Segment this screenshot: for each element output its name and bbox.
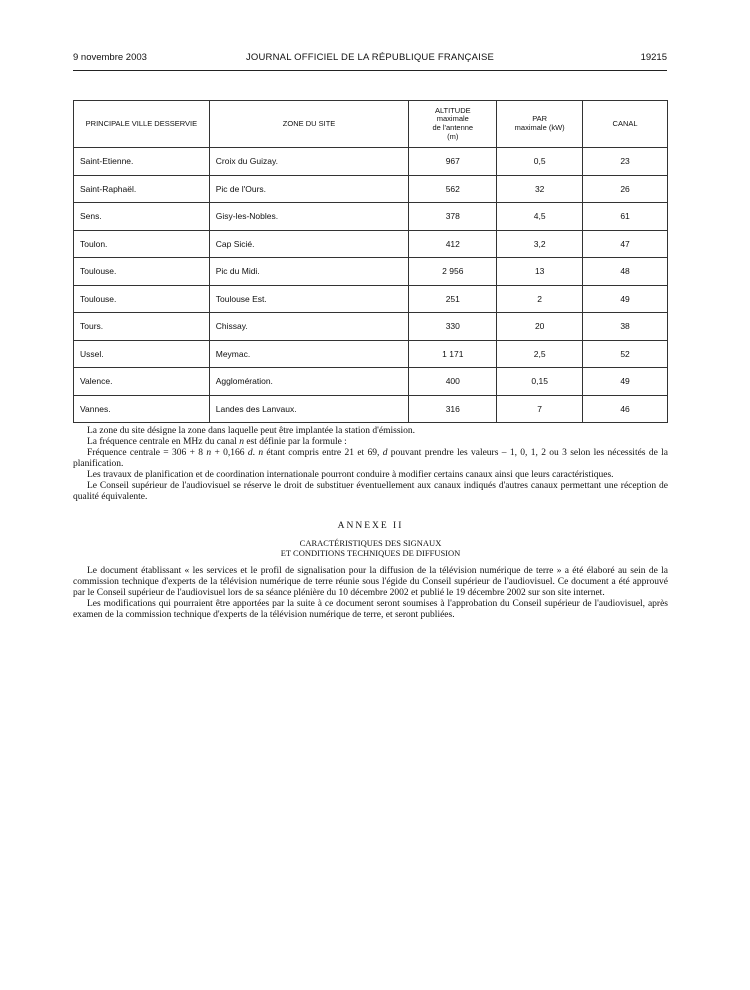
cell-ville: Valence. — [74, 368, 210, 396]
cell-zone: Landes des Lanvaux. — [209, 395, 409, 423]
note-paragraph: Les travaux de planification et de coordination internationale pourront conduire à modifier certains canaux ainsi que leurs caractéristiques. — [87, 470, 614, 480]
cell-altitude: 1 171 — [409, 340, 497, 368]
table-header-row — [74, 101, 668, 148]
cell-ville: Toulon. — [74, 230, 210, 258]
cell-canal: 48 — [583, 258, 668, 286]
cell-ville: Vannes. — [74, 395, 210, 423]
cell-zone: Pic de l'Ours. — [209, 175, 409, 203]
cell-canal: 52 — [583, 340, 668, 368]
column-header-par — [497, 101, 583, 148]
cell-zone: Croix du Guizay. — [209, 148, 409, 176]
note-variable: n — [239, 437, 244, 447]
cell-altitude: 330 — [409, 313, 497, 341]
cell-par: 4,5 — [497, 203, 583, 231]
formula-text: Fréquence centrale = 306 + 8 — [87, 448, 207, 458]
formula-variable: d — [247, 448, 253, 458]
note-text: est définie par la formule : — [243, 437, 347, 447]
formula-variable: n — [206, 448, 212, 458]
cell-canal: 61 — [583, 203, 668, 231]
table-row — [74, 148, 668, 176]
column-header-altitude — [409, 101, 497, 148]
page-header — [73, 52, 667, 66]
cell-altitude: 251 — [409, 285, 497, 313]
table-row — [74, 175, 668, 203]
cell-canal: 49 — [583, 285, 668, 313]
note-paragraph — [73, 437, 668, 448]
altitude-header-line: (m) — [447, 131, 459, 141]
issue-date: 9 novembre 2003 — [73, 52, 147, 63]
cell-zone: Gisy-les-Nobles. — [209, 203, 409, 231]
cell-ville: Saint-Etienne. — [74, 148, 210, 176]
sites-table — [73, 100, 668, 423]
table-row — [74, 313, 668, 341]
cell-ville: Tours. — [74, 313, 210, 341]
cell-par: 20 — [497, 313, 583, 341]
altitude-header-line: maximale — [436, 114, 469, 124]
cell-altitude: 316 — [409, 395, 497, 423]
column-header-canal: CANAL — [583, 101, 668, 148]
cell-zone: Meymac. — [209, 340, 409, 368]
formula-text: + 0,166 — [211, 448, 248, 458]
table-row — [74, 395, 668, 423]
table-row — [74, 258, 668, 286]
formula-text: pouvant prendre les valeurs – 1, 0, 1, 2 ou 3 selon les nécessités de la planification. — [73, 448, 668, 469]
note-paragraph: Le Conseil supérieur de l'audiovisuel se réserve le droit de substituer éventuellement aux canaux indiqués d'autres canaux permettant une réception de qualité équivalente. — [73, 481, 668, 502]
par-header-line: PAR — [532, 114, 548, 124]
cell-altitude: 400 — [409, 368, 497, 396]
cell-altitude: 412 — [409, 230, 497, 258]
cell-par: 13 — [497, 258, 583, 286]
cell-canal: 49 — [583, 368, 668, 396]
annex-subtitle-line: ET CONDITIONS TECHNIQUES DE DIFFUSION — [280, 548, 461, 558]
cell-canal: 46 — [583, 395, 668, 423]
table-row — [74, 285, 668, 313]
column-header-ville: PRINCIPALE VILLE DESSERVIE — [74, 101, 210, 148]
note-paragraph: La zone du site désigne la zone dans laquelle peut être implantée la station d'émission. — [87, 426, 416, 436]
annex-body — [73, 566, 668, 621]
cell-par: 2,5 — [497, 340, 583, 368]
formula-variable: d — [382, 448, 388, 458]
cell-altitude: 2 956 — [409, 258, 497, 286]
altitude-header-line: de l'antenne — [432, 123, 474, 132]
cell-zone: Chissay. — [209, 313, 409, 341]
cell-par: 2 — [497, 285, 583, 313]
annex-paragraph: Les modifications qui pourraient être apportées par la suite à ce document seront soumises à l'approbation du Conseil supérieur de l'audiovisuel, après examen de la commission technique d'experts de la télévision numérique de terre, et seront publiées. — [73, 599, 668, 620]
annex-paragraph: Le document établissant « les services et le profil de signalisation pour la diffusion de la télévision numérique de terre » a été élaboré au sein de la commission technique d'experts de la télévision numérique de terre réunie sous l'égide du Conseil supérieur de l'audiovisuel. Ce document a été approuvé par le Conseil supérieur de l'audiovisuel lors de sa séance plénière du 10 décembre 2002 et publié le 19 décembre 2002 sur son site internet. — [73, 566, 668, 598]
cell-zone: Agglomération. — [209, 368, 409, 396]
formula-paragraph — [73, 448, 668, 470]
table-row — [74, 230, 668, 258]
cell-canal: 47 — [583, 230, 668, 258]
cell-par: 0,15 — [497, 368, 583, 396]
par-header-line: maximale (kW) — [514, 123, 565, 132]
table-row — [74, 368, 668, 396]
cell-zone: Toulouse Est. — [209, 285, 409, 313]
altitude-header-line: ALTITUDE — [434, 105, 471, 115]
cell-ville: Ussel. — [74, 340, 210, 368]
column-header-zone: ZONE DU SITE — [209, 101, 409, 148]
journal-title: JOURNAL OFFICIEL DE LA RÉPUBLIQUE FRANÇAISE — [245, 52, 495, 63]
cell-ville: Sens. — [74, 203, 210, 231]
cell-par: 7 — [497, 395, 583, 423]
table-notes — [73, 426, 668, 503]
cell-ville: Toulouse. — [74, 285, 210, 313]
cell-altitude: 967 — [409, 148, 497, 176]
annex-subtitle — [73, 538, 668, 558]
formula-variable: n — [258, 448, 264, 458]
cell-altitude: 562 — [409, 175, 497, 203]
annex-subtitle-line: CARACTÉRISTIQUES DES SIGNAUX — [299, 538, 442, 548]
annex-title: ANNEXE II — [337, 521, 404, 531]
cell-zone: Pic du Midi. — [209, 258, 409, 286]
cell-canal: 23 — [583, 148, 668, 176]
header-divider — [73, 70, 667, 71]
table-row — [74, 340, 668, 368]
cell-ville: Toulouse. — [74, 258, 210, 286]
cell-altitude: 378 — [409, 203, 497, 231]
cell-canal: 26 — [583, 175, 668, 203]
page-number: 19215 — [640, 52, 667, 63]
cell-par: 3,2 — [497, 230, 583, 258]
table-row — [74, 203, 668, 231]
cell-par: 32 — [497, 175, 583, 203]
cell-ville: Saint-Raphaël. — [74, 175, 210, 203]
note-text: La fréquence centrale en MHz du canal — [87, 437, 240, 447]
formula-text: étant compris entre 21 et 69, — [263, 448, 383, 458]
cell-canal: 38 — [583, 313, 668, 341]
cell-par: 0,5 — [497, 148, 583, 176]
formula-text: . — [252, 448, 259, 458]
cell-zone: Cap Sicié. — [209, 230, 409, 258]
